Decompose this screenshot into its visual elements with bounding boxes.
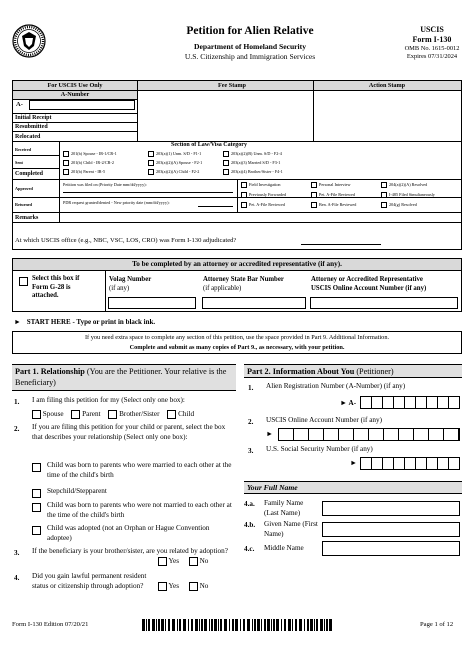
q2-option-1: Child was born to parents who were married to each other at the time of the child's birth (47, 461, 232, 479)
agency-name: U.S. Citizenship and Immigration Services (184, 52, 316, 61)
q1-option-label: Brother/Sister (119, 410, 160, 419)
f1-prefix: ► A- (340, 399, 357, 407)
part1-title-relationship: Relationship (40, 367, 85, 376)
q4-yes-checkbox[interactable] (158, 582, 167, 591)
visa-col-2 (148, 151, 228, 178)
born-unmarried-checkbox[interactable] (32, 503, 41, 512)
agency-short: USCIS (420, 25, 444, 34)
f2-number: 2. (248, 418, 254, 426)
family-name-input[interactable] (322, 501, 460, 516)
f4a-number: 4.a. (244, 500, 255, 508)
a-number-input[interactable] (360, 396, 460, 409)
f4c-label: Middle Name (264, 544, 304, 552)
uscis-office-question: At which USCIS office (e.g., NBC, VSC, LOS, CRO) was Form I-130 adjudicated? (15, 237, 237, 244)
q2-option-3: Child was born to parents who were not married to each other at the time of the child's birth (47, 501, 232, 519)
q3-no-label: No (199, 557, 209, 566)
volag-input[interactable] (108, 297, 196, 309)
q4-no-checkbox[interactable] (189, 582, 198, 591)
extra-space-line2: Complete and submit as many copies of Part 9., as necessary, with your petition. (129, 343, 345, 351)
f4a-label: Family Name (Last Name) (264, 499, 304, 517)
q4-options (158, 582, 208, 592)
check-option: Personal Interview (319, 182, 351, 187)
visa-option: 203(a)(1) Unm. S/D - F1-1 (156, 151, 202, 156)
checks-col-3 (381, 182, 435, 212)
bar-number-input[interactable] (202, 297, 306, 309)
priority-date-label: Petition was filed on (Priority Date mm/dd/yyyy): (63, 182, 147, 187)
uscis-use-only-label: For USCIS Use Only (47, 82, 103, 89)
initial-receipt-label: Initial Receipt (15, 115, 52, 121)
volag-label: Volag Number (if any) (109, 276, 152, 292)
visa-option: 201(b) Spouse - IR-1/CR-1 (71, 151, 117, 156)
visa-option: 203(a)(2)(A) Spouse - F2-1 (156, 160, 203, 165)
f4c-number: 4.c. (244, 545, 255, 553)
check-option: Previously Forwarded (249, 192, 287, 197)
f3-label: U.S. Social Security Number (if any) (266, 445, 373, 453)
returned-label: Returned (15, 202, 32, 207)
section-of-law-label: Section of Law/Visa Category (171, 142, 247, 148)
visa-option: 201(b) Parent - IR-5 (71, 169, 106, 174)
born-married-checkbox[interactable] (32, 463, 41, 472)
check-option: 204(g) Resolved (389, 202, 417, 207)
q3-yes-label: Yes (168, 557, 179, 566)
dept-name: Department of Homeland Security (194, 42, 306, 51)
spouse-checkbox[interactable] (32, 410, 41, 419)
q2-option-2: Stepchild/Stepparent (47, 487, 107, 495)
q3-options (158, 557, 208, 567)
f1-number: 1. (248, 384, 254, 392)
brother-sister-checkbox[interactable] (108, 410, 117, 419)
g28-label: Select this box if Form G-28 is attached. (32, 275, 80, 299)
part1-title-rest: (You are the Petitioner. Your relative is the Beneficiary) (15, 367, 227, 387)
check-option: Pet. A-File Reviewed (319, 192, 355, 197)
action-stamp-label: Action Stamp (368, 82, 406, 89)
relocated-label: Relocated (15, 134, 41, 140)
q4-yes-label: Yes (168, 582, 179, 591)
check-option: I-485 Filed Simultaneously (389, 192, 435, 197)
q1-options (32, 410, 242, 420)
f3-prefix: ► (350, 459, 358, 467)
child-checkbox[interactable] (167, 410, 176, 419)
start-here (14, 318, 155, 326)
adopted-checkbox[interactable] (32, 526, 41, 535)
fee-stamp-label: Fee Stamp (217, 82, 246, 89)
part1-header (12, 364, 236, 391)
q4-no-label: No (199, 582, 209, 591)
footer-page: Page 1 of 12 (420, 621, 454, 628)
middle-name-input[interactable] (322, 541, 460, 556)
visa-option: 201(b) Child - IR-2/CR-2 (71, 160, 114, 165)
resubmitted-label: Resubmitted (15, 124, 48, 130)
q1-option-label: Parent (82, 410, 101, 419)
extra-space-line1: If you need extra space to complete any section of this petition, use the space provided in Part 9. Additional Information. (84, 334, 390, 341)
f4b-label: Given Name (First Name) (264, 520, 318, 538)
q1-text: I am filing this petition for my (Select only one box): (32, 396, 185, 404)
a-number-label: A-Number (60, 91, 90, 98)
q3-yes-checkbox[interactable] (158, 557, 167, 566)
part2-title: Part 2. Information About You (247, 367, 355, 376)
q4-text: Did you gain lawful permanent resident status or citizenship through adoption? (32, 572, 147, 590)
rep-account-input[interactable] (310, 297, 458, 309)
footer-barcode (142, 618, 332, 630)
expiration-date: Expires 07/31/2024 (406, 53, 458, 60)
check-option: Ben. A-File Reviewed (319, 202, 357, 207)
q2-option-4: Child was adopted (not an Orphan or Hague Convention adoptee) (47, 524, 210, 542)
q3-number: 3. (14, 549, 20, 557)
start-text: START HERE - Type or print in black ink. (26, 318, 156, 326)
completed-label: Completed (15, 171, 43, 177)
ssn-input[interactable] (360, 457, 460, 470)
visa-option: 203(a)(3) Married S/D - F3-1 (231, 160, 281, 165)
checks-col-2 (311, 182, 356, 212)
bar-number-label: Attorney State Bar Number (if applicable) (203, 276, 284, 292)
f2-prefix: ► (266, 430, 274, 438)
q1-option-label: Spouse (42, 410, 64, 419)
f3-number: 3. (248, 447, 254, 455)
part2-title-rest: (Petitioner) (356, 367, 394, 376)
q2-number: 2. (14, 425, 20, 433)
g28-checkbox[interactable] (19, 277, 28, 286)
attorney-header: To be completed by an attorney or accredited representative (if any). (132, 260, 342, 268)
sent-label: Sent (15, 160, 23, 165)
f1-label: Alien Registration Number (A-Number) (if any) (266, 382, 406, 390)
footer-edition: Form I-130 Edition 07/20/21 (12, 621, 89, 628)
form-title: Petition for Alien Relative (186, 25, 314, 37)
parent-checkbox[interactable] (71, 410, 80, 419)
check-option: Field Investigation (249, 182, 281, 187)
remarks-label: Remarks (15, 215, 39, 221)
stepchild-checkbox[interactable] (32, 489, 41, 498)
f4b-number: 4.b. (244, 521, 256, 529)
q4-number: 4. (14, 574, 20, 582)
form-number: Form I-130 (412, 35, 452, 44)
part2-header (244, 364, 462, 378)
visa-option: 203(a)(4) Brother/Sister - F4-1 (231, 169, 283, 174)
attorney-section (12, 258, 462, 312)
part1-title: Part 1. (15, 367, 39, 376)
pdr-label: PDR request granted/denied - New priority date (mm/dd/yyyy): (63, 200, 170, 205)
visa-option: 203(a)(2)(A) Child - F2-2 (156, 169, 200, 174)
q1-option-label: Child (178, 410, 195, 419)
approved-label: Approved (15, 186, 33, 191)
received-label: Received (15, 147, 32, 152)
visa-col-1 (63, 151, 143, 178)
rep-account-label: Attorney or Accredited Representative USCIS Online Account Number (if any) (311, 276, 427, 292)
q2-text: If you are filing this petition for your child or parent, select the box that describes your relationship (Select only one box): (32, 423, 226, 441)
online-account-input[interactable] (278, 428, 460, 441)
extra-space-notice (12, 331, 462, 354)
q3-text: If the beneficiary is your brother/sister, are you related by adoption? (32, 547, 228, 555)
visa-col-3 (223, 151, 313, 178)
q3-no-checkbox[interactable] (189, 557, 198, 566)
given-name-input[interactable] (322, 522, 460, 537)
check-option: Pet. A-File Reviewed (249, 202, 285, 207)
start-arrow: ► (14, 318, 21, 326)
f2-label: USCIS Online Account Number (if any) (266, 416, 382, 424)
dhs-seal (12, 24, 46, 58)
a-number-box (29, 100, 135, 110)
q1-number: 1. (14, 398, 20, 406)
check-option: 204(a)(2)(A) Resolved (389, 182, 428, 187)
checks-col-1 (241, 182, 286, 212)
visa-option: 203(a)(2)(B) Unm. S/D - F2-4 (231, 151, 282, 156)
full-name-header: Your Full Name (244, 481, 462, 494)
uscis-use-table (12, 80, 462, 250)
omb-number: OMB No. 1615-0012 (404, 45, 460, 52)
a-prefix: A- (16, 101, 23, 108)
